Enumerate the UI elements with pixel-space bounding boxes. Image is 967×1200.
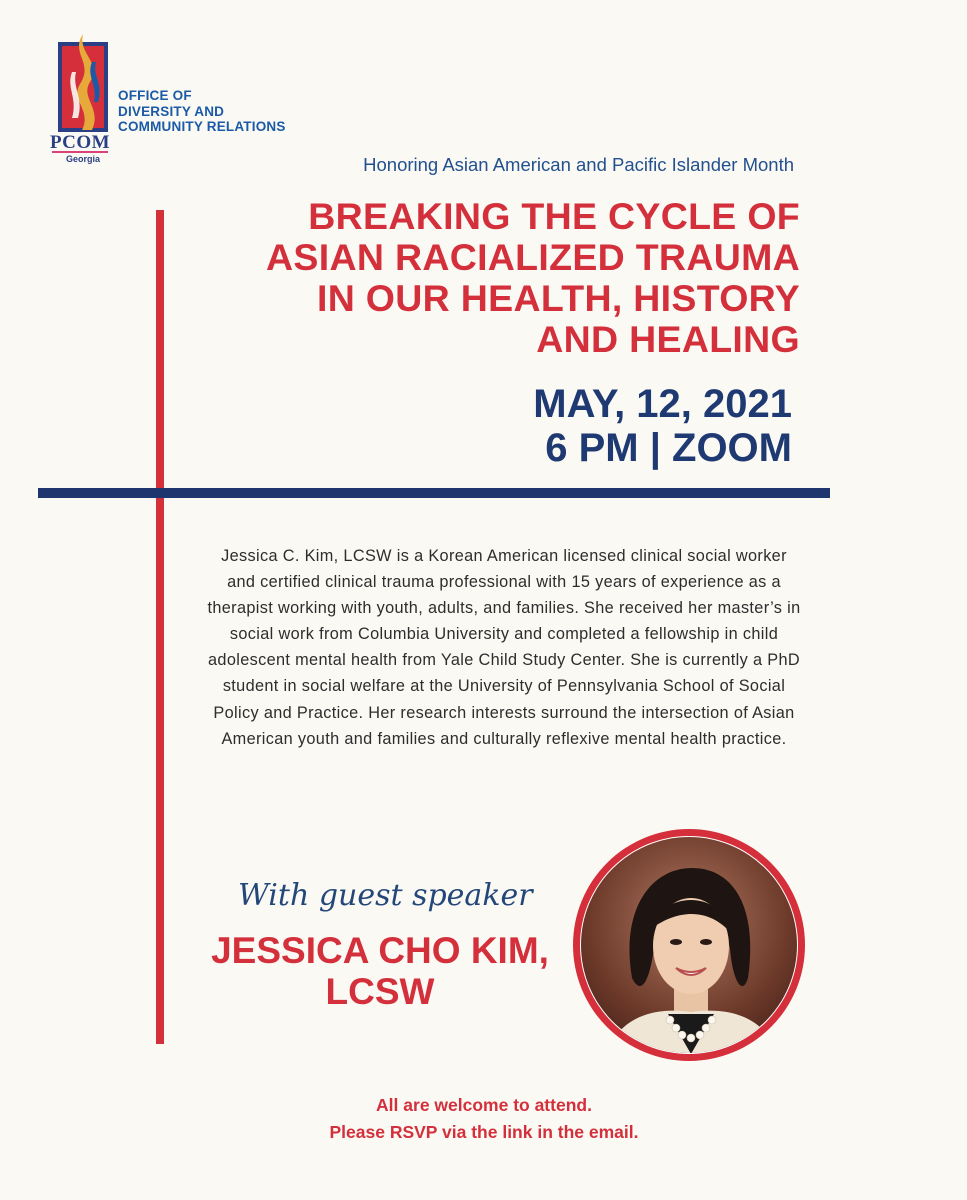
speaker-name-line: JESSICA CHO KIM, (211, 930, 549, 971)
speaker-photo (572, 828, 806, 1062)
horizontal-accent-line (38, 488, 830, 498)
event-date: MAY, 12, 2021 (533, 382, 792, 426)
event-time-location: 6 PM | ZOOM (545, 426, 792, 470)
event-subheading: Honoring Asian American and Pacific Islander Month (363, 154, 794, 175)
footer-line: Please RSVP via the link in the email. (329, 1122, 639, 1142)
title-line: AND HEALING (536, 318, 800, 360)
guest-speaker-label: With guest speaker (238, 878, 533, 913)
office-line: OFFICE OF (118, 88, 192, 103)
speaker-name-line: LCSW (325, 971, 435, 1012)
logo-brand-text: PCOM (50, 132, 111, 153)
office-line: COMMUNITY RELATIONS (118, 119, 286, 134)
footer-line: All are welcome to attend. (376, 1095, 592, 1115)
event-date-time (300, 382, 792, 470)
office-name (118, 88, 378, 135)
speaker-bio: Jessica C. Kim, LCSW is a Korean American licensed clinical social worker and certified clinical trauma professional with 15 years of experience as a therapist working with youth, adults, and families. She received her master’s in social work from Columbia University and completed a fellowship in child adolescent mental health from Yale Child Study Center. She is currently a PhD student in social welfare at the University of Pennsylvania School of Social Policy and Practice. Her research interests surround the intersection of Asian American youth and families and culturally reflexive mental health practice. (207, 547, 801, 748)
event-title (160, 196, 800, 360)
office-line: DIVERSITY AND (118, 103, 225, 119)
rsvp-note (200, 1092, 768, 1146)
speaker-name (180, 930, 580, 1012)
title-line: BREAKING THE CYCLE OF (308, 195, 800, 237)
title-line: IN OUR HEALTH, HISTORY (316, 277, 800, 319)
title-line: ASIAN RACIALIZED TRAUMA (266, 236, 800, 278)
logo-campus-text: Georgia (66, 154, 101, 164)
